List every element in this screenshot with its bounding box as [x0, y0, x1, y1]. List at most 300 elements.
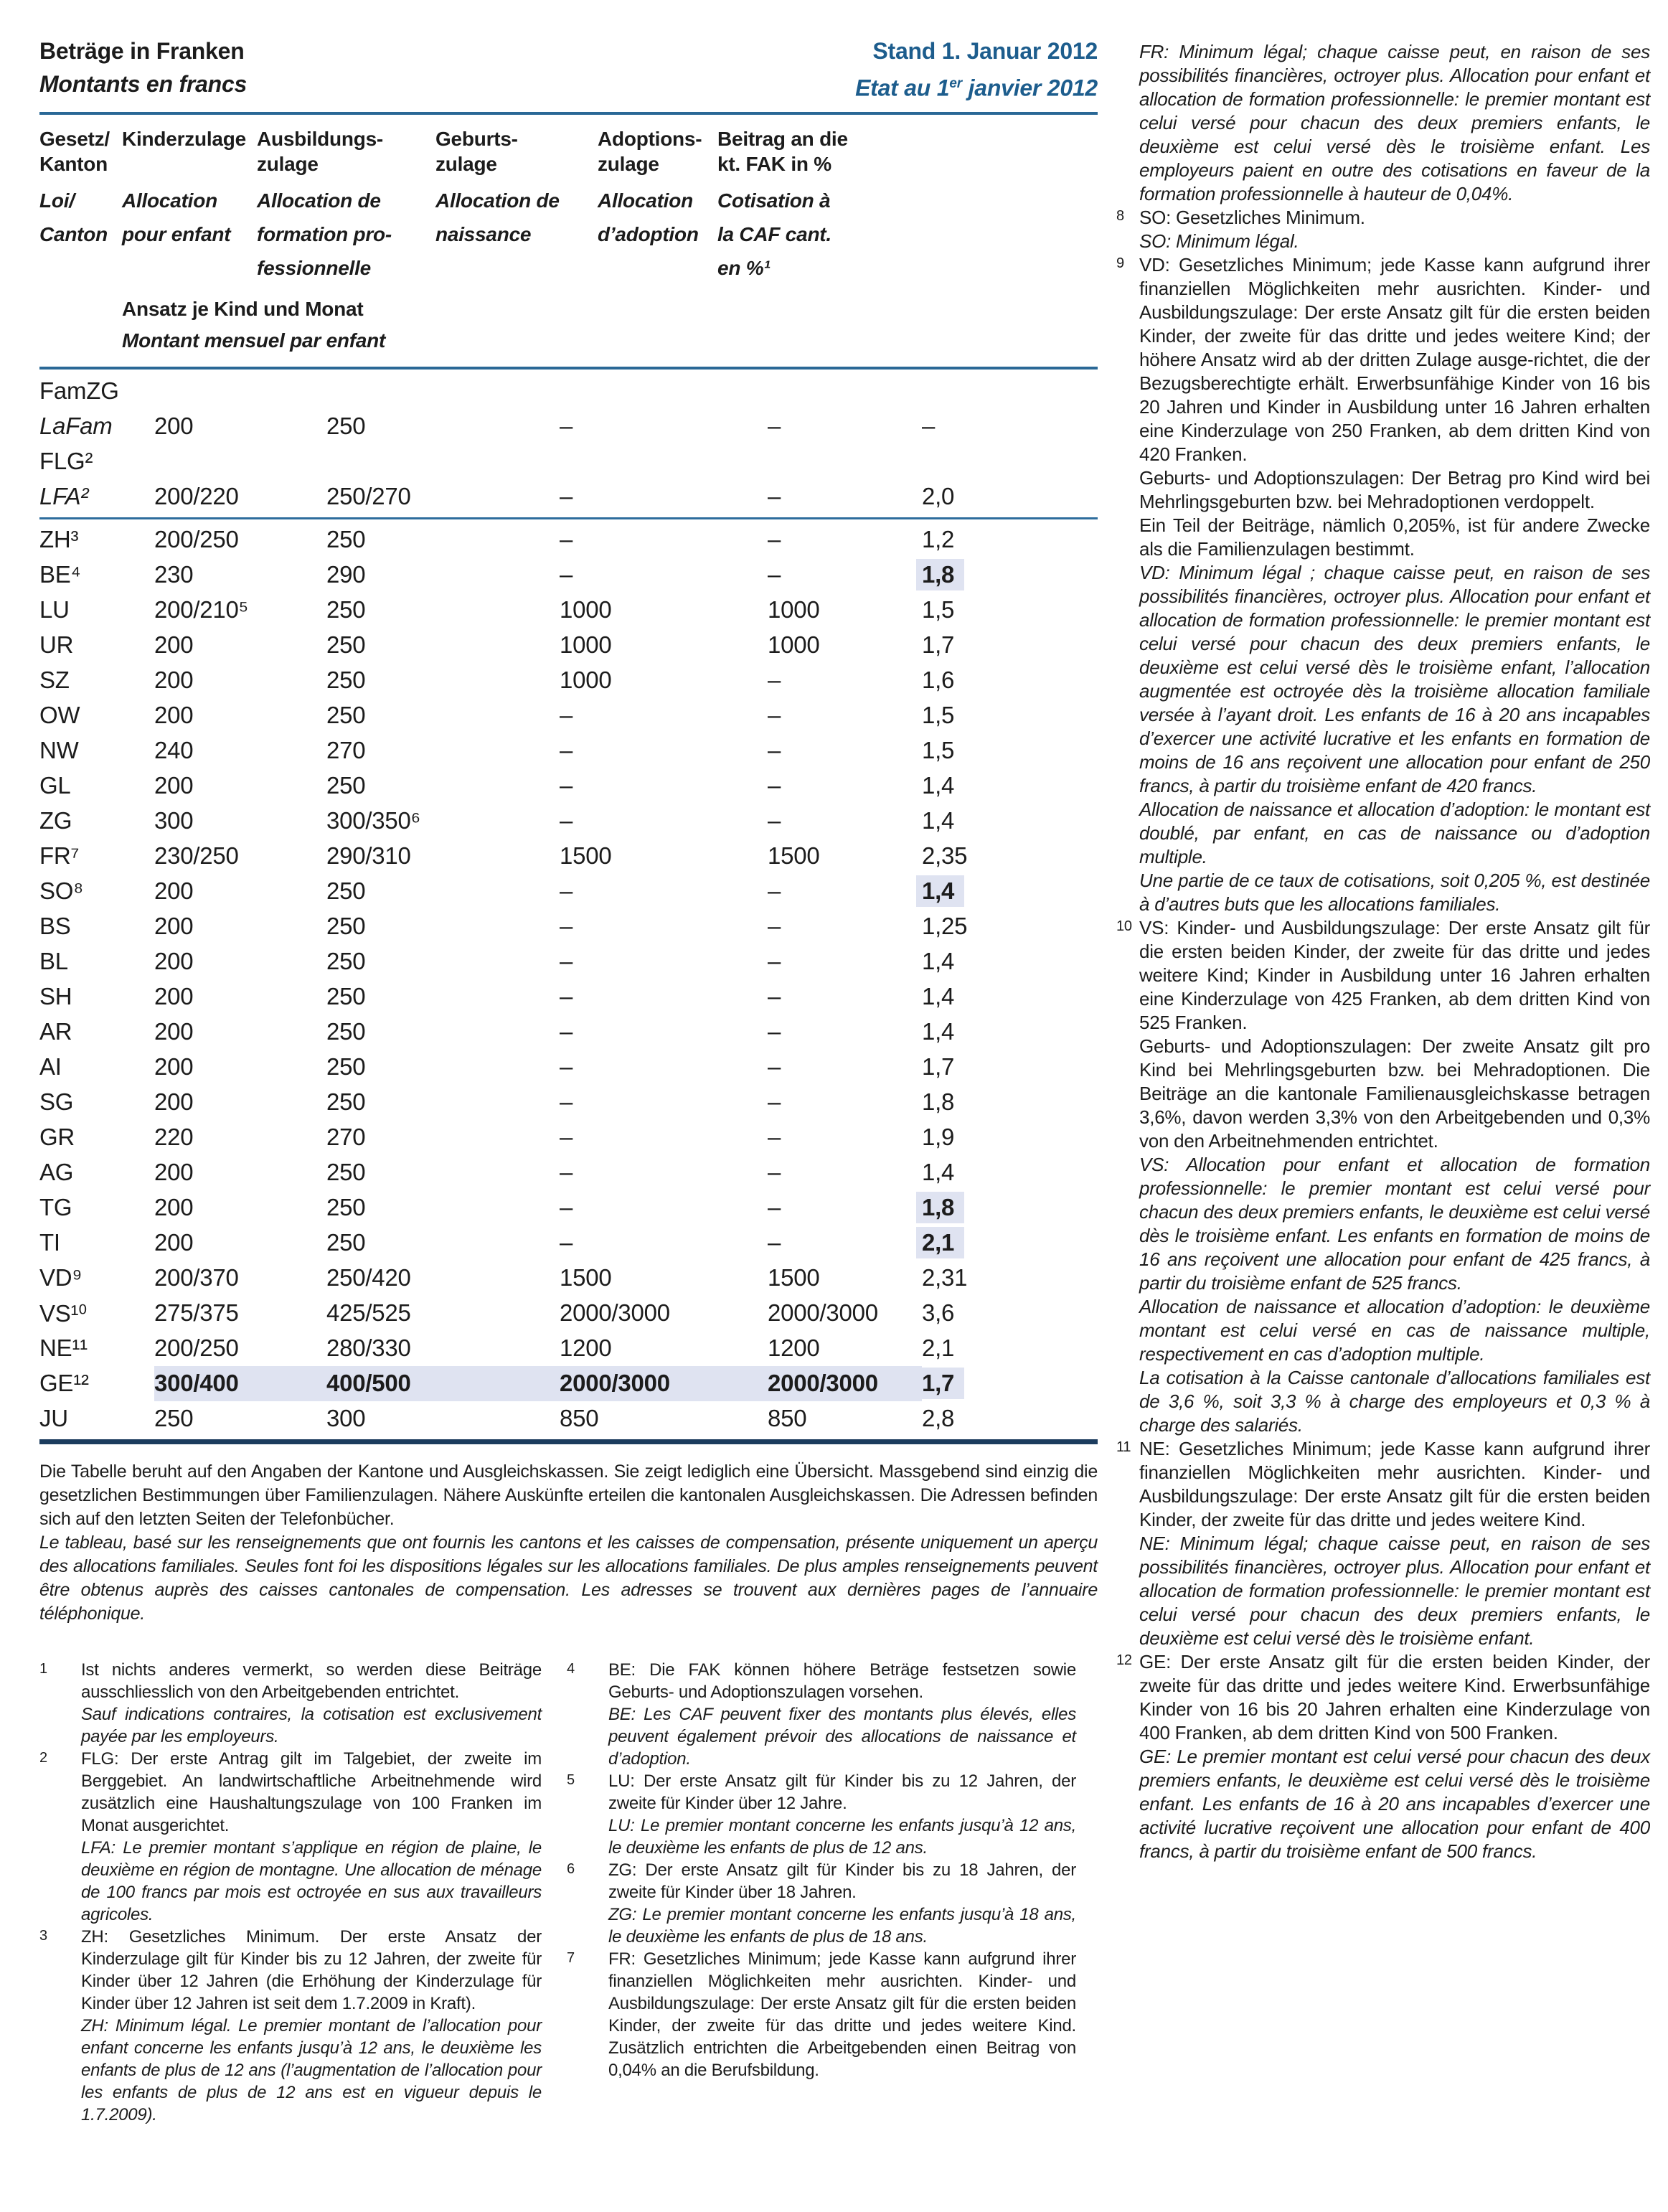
- header-column: [598, 126, 717, 285]
- geburtszulage-cell: [560, 596, 768, 623]
- page-title-de: Beträge in Franken: [39, 38, 245, 64]
- ausbildungszulage-cell: [326, 1229, 560, 1256]
- cell-value: 200/370: [154, 1264, 239, 1291]
- geburtszulage-cell: [560, 631, 768, 659]
- ausbildungszulage-cell: [326, 877, 560, 905]
- table-row: [39, 944, 1098, 979]
- adoptionszulage-cell: [768, 561, 922, 588]
- cell-value: –: [560, 1124, 573, 1151]
- adoptionszulage-cell: [768, 483, 922, 510]
- geburtszulage-cell: [560, 1366, 768, 1401]
- kinderzulage-cell: [154, 667, 326, 694]
- table-row: [39, 909, 1098, 944]
- kinderzulage-cell: [154, 596, 326, 623]
- footnote-text-de: GE: Der erste Ansatz gilt für die ersten beiden Kinder, der zweite für das dritte und jedes weitere Kind. Erwerbsunfähige Kinder von 16 bis 20 Jahren erhalten eine Kinderzulage von 400 Franken, ab dem dritten Kind von 500 Franken.: [1139, 1651, 1650, 1743]
- canton-cell: AI: [39, 1053, 62, 1081]
- geburtszulage-cell: [560, 877, 768, 905]
- footnote-item: [567, 1770, 1076, 1859]
- cell-value: 290: [326, 561, 366, 588]
- cell-value: 1,7: [916, 1368, 964, 1399]
- footnote-body: [608, 1859, 1076, 1948]
- footnote-number: 5: [567, 1771, 575, 1788]
- cell-value: 250: [326, 983, 366, 1010]
- cell-value: –: [560, 526, 573, 553]
- cell-value: 425/525: [326, 1299, 411, 1327]
- footnote-item: [39, 1659, 542, 1748]
- cell-value: 1200: [560, 1335, 612, 1362]
- cell-value: –: [768, 483, 781, 510]
- cell-value: 1000: [768, 596, 820, 623]
- cell-value: 300: [326, 1405, 366, 1432]
- cell-value: 270: [326, 1124, 366, 1151]
- geburtszulage-cell: [560, 483, 768, 510]
- cell-value: –: [768, 913, 781, 940]
- cell-value: –: [768, 772, 781, 799]
- beitrag-cell: [922, 1227, 1098, 1258]
- canton-cell: JU: [39, 1405, 68, 1432]
- footnote-number: 2: [39, 1749, 47, 1766]
- beitrag-cell: [922, 875, 1098, 907]
- cell-value: 3,6: [922, 1299, 955, 1327]
- kinderzulage-cell: [154, 631, 326, 659]
- cell-value: 200: [154, 1194, 194, 1221]
- geburtszulage-cell: [560, 772, 768, 799]
- footnote-item: [1116, 1437, 1650, 1650]
- beitrag-cell: [922, 1299, 1098, 1327]
- footnote-number: 9: [1116, 255, 1124, 271]
- cell-value: 2,8: [922, 1405, 955, 1432]
- header-rule: [39, 367, 1098, 370]
- footnote-number: 8: [1116, 208, 1124, 224]
- footnote-text-de: ZH: Gesetzliches Minimum. Der erste Ansatz der Kinderzulage gilt für Kinder bis zu 12 Jahren, der zweite für Kinder über 12 Jahren (die Erhöhung der Kinderzulage für Kinder über 12 Jahren ist seit dem 1.7.2009 in Kraft).: [81, 1926, 542, 2013]
- footnote-text-fr: VD: Minimum légal ; chaque caisse peut, en raison de ses possibilités financières, octroyer plus. Allocation pour enfant et allocation de formation professionnelle: le premier montant est celui versé pour chacun des deux premiers enfants, le deuxième est celui versé dès le troisième enfant, l’allocation augmentée est octroyée dès la troisième allocation familiale versée à l’ayant droit. Les enfants de 16 à 20 ans incapables d’exercer une activité lucrative et les enfants en formation de moins de 16 ans reçoivent une allocation pour enfant de 250 francs, à partir du troisième enfant de 420 francs.: [1139, 562, 1650, 796]
- header-column: [39, 126, 122, 285]
- cell-value: 250: [326, 1194, 366, 1221]
- cell-value: 300: [154, 807, 194, 834]
- ausbildungszulage-cell: [326, 1264, 560, 1291]
- adoptionszulage-cell: [768, 842, 922, 870]
- header-line: Kanton: [39, 152, 108, 175]
- table-row: [39, 768, 1098, 804]
- canton-cell: BE⁴: [39, 561, 81, 588]
- header-line: Canton: [39, 222, 108, 245]
- ausbildungszulage-cell: [326, 1405, 560, 1432]
- canton-cell: BL: [39, 948, 68, 975]
- ausbildungszulage-cell: [326, 913, 560, 940]
- canton-cell: AG: [39, 1159, 74, 1186]
- cell-value: 1200: [768, 1335, 820, 1362]
- cell-value: 250: [326, 702, 366, 729]
- ausbildungszulage-cell: [326, 1124, 560, 1151]
- footnote-text-de: Ist nichts anderes vermerkt, so werden diese Beiträge ausschliesslich von den Arbeitgebenden entrichtet.: [81, 1660, 542, 1702]
- cell-value: –: [768, 737, 781, 764]
- cell-value: 1500: [768, 1264, 820, 1291]
- ausbildungszulage-cell: [326, 667, 560, 694]
- subheader-fr: Montant mensuel par enfant: [122, 329, 386, 352]
- kinderzulage-cell: [154, 1124, 326, 1151]
- table-body: [39, 374, 1098, 1436]
- cell-value: 1,4: [922, 807, 955, 834]
- cell-value: 200: [154, 667, 194, 694]
- header-line: Ausbildungs-: [257, 127, 383, 150]
- footnote-item: [567, 1948, 1076, 2081]
- cell-value: 250: [326, 1229, 366, 1256]
- table-row: [39, 593, 1098, 628]
- cell-value: 1,5: [922, 737, 955, 764]
- geburtszulage-cell: [560, 561, 768, 588]
- footnote-text-fr: La cotisation à la Caisse cantonale d’allocations familiales est de 3,6 %, soit 3,3 % à charge des employeurs et 0,3 % à charge des salariés.: [1139, 1367, 1650, 1436]
- canton-cell: LaFam: [39, 413, 113, 440]
- footnote-text-fr: BE: Les CAF peuvent fixer des montants plus élevés, elles peuvent également prévoir des allocations de naissance et d’adoption.: [608, 1704, 1076, 1769]
- header-label-de: [39, 126, 122, 178]
- header-column: [257, 126, 435, 285]
- cell-value: 250/420: [326, 1264, 411, 1291]
- ausbildungszulage-cell: [326, 1366, 560, 1401]
- footnote-text-fr: VS: Allocation pour enfant et allocation de formation professionnelle: le premier montant est celui versé pour chacun des deux premiers enfants, le deuxième est celui versé dès le troisième enfant. Les enfants en formation de moins de 16 ans reçoivent une allocation pour enfant de 425 francs, à partir du troisième enfant de 525 francs.: [1139, 1154, 1650, 1294]
- cell-value: 1,25: [922, 913, 968, 940]
- status-date-fr: Etat au 1er janvier 2012: [855, 75, 1098, 101]
- adoptionszulage-cell: [768, 702, 922, 729]
- footnote-column-3: [1116, 40, 1650, 1863]
- canton-cell: TI: [39, 1229, 60, 1256]
- canton-cell: FR⁷: [39, 842, 80, 870]
- canton-cell: OW: [39, 702, 80, 729]
- kinderzulage-cell: [154, 1405, 326, 1432]
- geburtszulage-cell: [560, 1335, 768, 1362]
- beitrag-cell: [922, 1124, 1098, 1151]
- footnote-body: [608, 1659, 1076, 1770]
- footnote-text-fr: ZH: Minimum légal. Le premier montant de l’allocation pour enfant concerne les enfants jusqu’à 12 ans, le deuxième les enfants de plus de 12 ans (l’augmentation de l’allocation pour les enfants de plus de 12 ans est en vigueur depuis le 1.7.2009).: [81, 2015, 542, 2124]
- kinderzulage-cell: [154, 702, 326, 729]
- cell-value: 1,7: [922, 631, 955, 659]
- canton-cell: GR: [39, 1124, 75, 1151]
- footnote-number: 4: [567, 1660, 575, 1677]
- cell-value: 1500: [560, 842, 612, 870]
- footnote-text-de: FLG: Der erste Antrag gilt im Talgebiet, der zweite im Berggebiet. An landwirtschaftliche Arbeitnehmende wird zusätzlich eine Haushaltungszulage von 100 Franken im Monat ausgerichtet.: [81, 1749, 542, 1835]
- canton-cell: AR: [39, 1018, 72, 1045]
- kinderzulage-cell: [154, 737, 326, 764]
- adoptionszulage-cell: [768, 1053, 922, 1081]
- footnote-text-fr: ZG: Le premier montant concerne les enfants jusqu’à 18 ans, le deuxième les enfants de plus de 18 ans.: [608, 1904, 1076, 1947]
- table-subheader: [122, 295, 1098, 358]
- cell-value: –: [560, 561, 573, 588]
- kinderzulage-cell: [154, 1018, 326, 1045]
- canton-cell: NE¹¹: [39, 1335, 88, 1362]
- adoptionszulage-cell: [768, 1088, 922, 1116]
- cell-value: 200: [154, 1018, 194, 1045]
- geburtszulage-cell: [560, 1229, 768, 1256]
- table-row: [39, 1120, 1098, 1155]
- footnote-number: [1116, 40, 1139, 42]
- cell-value: 300/400: [154, 1370, 239, 1397]
- cell-value: –: [768, 1053, 781, 1081]
- beitrag-cell: [922, 413, 1098, 440]
- kinderzulage-cell: [154, 913, 326, 940]
- footnote-item: [1116, 253, 1650, 916]
- footnote-body: [608, 1770, 1076, 1859]
- footnote-number: 3: [39, 1927, 47, 1944]
- table-row: [39, 1366, 1098, 1401]
- footnote-number: 1: [39, 1660, 47, 1677]
- beitrag-cell: [922, 1405, 1098, 1432]
- footnote-text-de: LU: Der erste Ansatz gilt für Kinder bis zu 12 Jahren, der zweite für Kinder über 12 Jahre.: [608, 1771, 1076, 1813]
- canton-cell: SZ: [39, 667, 70, 694]
- ausbildungszulage-cell: [326, 737, 560, 764]
- cell-value: –: [768, 561, 781, 588]
- cell-value: –: [768, 667, 781, 694]
- table-row: [39, 409, 1098, 444]
- footnote-text-fr: LFA: Le premier montant s’applique en région de plaine, le deuxième en région de montagne. Une allocation de ménage de 100 francs par mois est octroyée en sus aux travailleurs agricoles.: [81, 1837, 542, 1924]
- cell-value: 2000/3000: [768, 1299, 878, 1327]
- header-line: la CAF cant.: [717, 222, 831, 245]
- beitrag-cell: [922, 842, 1098, 870]
- cell-value: –: [768, 1088, 781, 1116]
- cell-value: 1,2: [922, 526, 955, 553]
- ausbildungszulage-cell: [326, 1053, 560, 1081]
- cell-value: 200: [154, 1229, 194, 1256]
- cell-value: 290/310: [326, 842, 411, 870]
- geburtszulage-cell: [560, 1405, 768, 1432]
- geburtszulage-cell: [560, 1159, 768, 1186]
- cell-value: 300/350⁶: [326, 807, 420, 834]
- canton-cell: LU: [39, 596, 70, 623]
- canton-cell: ZH³: [39, 526, 79, 553]
- cell-value: 1500: [560, 1264, 612, 1291]
- footnote-text-de: FR: Gesetzliches Minimum; jede Kasse kann aufgrund ihrer finanziellen Möglichkeiten mehr ausrichten. Kinder- und Ausbildungszulage: Der erste Ansatz gilt für die ersten beiden Kinder, der zweite für das dritte und jedes weitere Kind. Zusätzlich entrichten die Arbeitgebenden einen Beitrag von 0,04% an die Berufsbildung.: [608, 1949, 1076, 2080]
- beitrag-cell: [922, 737, 1098, 764]
- adoptionszulage-cell: [768, 667, 922, 694]
- adoptionszulage-cell: [768, 596, 922, 623]
- footnote-text-de: BE: Die FAK können höhere Beträge festsetzen sowie Geburts- und Adoptionszulagen vorsehen.: [608, 1660, 1076, 1702]
- footnote-body: [1139, 253, 1650, 916]
- footnote-body: [1139, 1650, 1650, 1863]
- ausbildungszulage-cell: [326, 1018, 560, 1045]
- cell-value: –: [560, 1194, 573, 1221]
- geburtszulage-cell: [560, 983, 768, 1010]
- cell-value: 250: [326, 772, 366, 799]
- footnote-body: [81, 1926, 542, 2126]
- cell-value: –: [768, 1124, 781, 1151]
- adoptionszulage-cell: [768, 913, 922, 940]
- cell-value: –: [560, 1088, 573, 1116]
- geburtszulage-cell: [560, 1053, 768, 1081]
- cell-value: 250: [326, 948, 366, 975]
- cell-value: 1000: [560, 631, 612, 659]
- table-row: [39, 1225, 1098, 1261]
- cell-value: 230: [154, 561, 194, 588]
- geburtszulage-cell: [560, 1194, 768, 1221]
- footnote-text-fr: LU: Le premier montant concerne les enfants jusqu’à 12 ans, le deuxième les enfants de plus de 12 ans.: [608, 1815, 1076, 1858]
- footnote-number: 10: [1116, 918, 1132, 934]
- ausbildungszulage-cell: [326, 483, 560, 510]
- beitrag-cell: [922, 772, 1098, 799]
- beitrag-cell: [922, 1335, 1098, 1362]
- cell-value: –: [768, 948, 781, 975]
- cell-value: 200: [154, 913, 194, 940]
- header-label-de: [435, 126, 598, 178]
- footnote-number: 12: [1116, 1652, 1132, 1668]
- cell-value: 1,8: [916, 559, 964, 590]
- cell-value: –: [560, 413, 573, 440]
- cell-value: 1,8: [916, 1192, 964, 1223]
- cell-value: 1,6: [922, 667, 955, 694]
- table-row: [39, 1331, 1098, 1366]
- geburtszulage-cell: [560, 667, 768, 694]
- footnote-text-de: NE: Gesetzliches Minimum; jede Kasse kann aufgrund ihrer finanziellen Möglichkeiten mehr ausrichten. Kinder- und Ausbildungszulage: Der erste Ansatz gilt für die ersten beiden Kinder, der zweite für das dritte und jedes weitere Kind.: [1139, 1438, 1650, 1530]
- canton-cell: SO⁸: [39, 877, 83, 905]
- cell-value: 1500: [768, 842, 820, 870]
- header-line: Allocation de: [435, 189, 560, 212]
- status-date-de: Stand 1. Januar 2012: [872, 38, 1098, 64]
- geburtszulage-cell: [560, 948, 768, 975]
- cell-value: 250: [326, 913, 366, 940]
- cell-value: 1,9: [922, 1124, 955, 1151]
- table-row: [39, 1261, 1098, 1296]
- header-label-fr: [122, 184, 257, 251]
- ausbildungszulage-cell: [326, 596, 560, 623]
- geburtszulage-cell: [560, 1264, 768, 1291]
- footnote-text-fr: FR: Minimum légal; chaque caisse peut, en raison de ses possibilités financières, octroyer plus. Allocation pour enfant et allocation de formation professionnelle: le premier montant est celui versé pour chacun des deux premiers enfants, le deuxième est celui versé dès le troisième enfant. Les employeurs paient en outre des cotisations en faveur de la formation professionnelle à hauteur de 0,04%.: [1139, 41, 1650, 204]
- beitrag-cell: [922, 559, 1098, 590]
- table-row: [39, 444, 1098, 479]
- beitrag-cell: [922, 1192, 1098, 1223]
- geburtszulage-cell: [560, 807, 768, 834]
- footnote-item: [39, 1748, 542, 1926]
- footnote-text-de: Geburts- und Adoptionszulagen: Der zweite Ansatz gilt pro Kind bei Mehrlingsgeburten bzw. bei Mehradoptionen. Die Beiträge an die kantonale Familienausgleichskasse betragen 3,6%, davon werden 3,3% von den Arbeitgebenden und 0,3% von den Arbeitnehmenden entrichtet.: [1139, 1035, 1650, 1152]
- kinderzulage-cell: [154, 526, 326, 553]
- cell-value: 200: [154, 772, 194, 799]
- beitrag-cell: [922, 596, 1098, 623]
- cell-value: 200/220: [154, 483, 239, 510]
- footnote-item: [1116, 206, 1650, 253]
- cell-value: 200/250: [154, 526, 239, 553]
- footnote-body: [608, 1948, 1076, 2081]
- footnote-text-fr: NE: Minimum légal; chaque caisse peut, en raison de ses possibilités financières, octroyer plus. Allocation pour enfant et allocation de formation professionnelle: le premier montant est celui versé pour chacun des deux premiers enfants, le deuxième est celui versé dès le troisième enfant.: [1139, 1533, 1650, 1649]
- ausbildungszulage-cell: [326, 948, 560, 975]
- section-divider: [39, 517, 1098, 519]
- ausbildungszulage-cell: [326, 772, 560, 799]
- beitrag-cell: [922, 702, 1098, 729]
- cell-value: 200: [154, 413, 194, 440]
- adoptionszulage-cell: [768, 631, 922, 659]
- cell-value: 2,35: [922, 842, 968, 870]
- canton-cell: GE¹²: [39, 1370, 89, 1397]
- cell-value: –: [768, 1229, 781, 1256]
- header-label-fr: [257, 184, 435, 285]
- cell-value: –: [768, 702, 781, 729]
- header-line: naissance: [435, 222, 532, 245]
- canton-cell: VS¹⁰: [39, 1299, 87, 1327]
- ausbildungszulage-cell: [326, 631, 560, 659]
- header-line: Geburts-: [435, 127, 518, 150]
- table-row: [39, 874, 1098, 909]
- cell-value: 1,7: [922, 1053, 955, 1081]
- cell-value: –: [560, 1018, 573, 1045]
- cell-value: 200: [154, 702, 194, 729]
- cell-value: 250: [326, 413, 366, 440]
- header-line: Gesetz/: [39, 127, 110, 150]
- footnote-item: [1116, 916, 1650, 1437]
- footnote-body: [1139, 40, 1650, 206]
- kinderzulage-cell: [154, 772, 326, 799]
- cell-value: 230/250: [154, 842, 239, 870]
- beitrag-cell: [922, 1159, 1098, 1186]
- beitrag-cell: [922, 631, 1098, 659]
- header-line: Beitrag an die: [717, 127, 848, 150]
- cell-value: –: [560, 1229, 573, 1256]
- footnote-text-de: Geburts- und Adoptionszulagen: Der Betrag pro Kind wird bei Mehrlingsgeburten bzw. bei Mehradoptionen verdoppelt.: [1139, 467, 1650, 512]
- kinderzulage-cell: [154, 1088, 326, 1116]
- header-line: pour enfant: [122, 222, 231, 245]
- cell-value: –: [560, 948, 573, 975]
- cell-value: 250: [154, 1405, 194, 1432]
- cell-value: 270: [326, 737, 366, 764]
- beitrag-cell: [922, 913, 1098, 940]
- geburtszulage-cell: [560, 702, 768, 729]
- table-row: [39, 1190, 1098, 1225]
- beitrag-cell: [922, 667, 1098, 694]
- adoptionszulage-cell: [768, 772, 922, 799]
- canton-cell: GL: [39, 772, 71, 799]
- kinderzulage-cell: [154, 842, 326, 870]
- ausbildungszulage-cell: [326, 1194, 560, 1221]
- adoptionszulage-cell: [768, 807, 922, 834]
- adoptionszulage-cell: [768, 877, 922, 905]
- footnote-item: [567, 1859, 1076, 1948]
- page-title: [39, 34, 247, 100]
- table-row: [39, 1401, 1098, 1436]
- geburtszulage-cell: [560, 1018, 768, 1045]
- header-line: Allocation de: [257, 189, 381, 212]
- cell-value: 2000/3000: [560, 1299, 670, 1327]
- footnote-columns: [39, 1659, 1098, 2126]
- beitrag-cell: [922, 526, 1098, 553]
- ausbildungszulage-cell: [326, 561, 560, 588]
- geburtszulage-cell: [560, 526, 768, 553]
- header-column: [717, 126, 1098, 285]
- table-row: [39, 479, 1098, 514]
- cell-value: –: [560, 737, 573, 764]
- kinderzulage-cell: [154, 483, 326, 510]
- cell-value: 2,31: [922, 1264, 968, 1291]
- cell-value: –: [560, 807, 573, 834]
- adoptionszulage-cell: [768, 1264, 922, 1291]
- table-row: [39, 1296, 1098, 1331]
- beitrag-cell: [922, 1053, 1098, 1081]
- footnote-text-de: SO: Gesetzliches Minimum.: [1139, 207, 1365, 228]
- footnote-number: 7: [567, 1949, 575, 1966]
- adoptionszulage-cell: [768, 1018, 922, 1045]
- footnote-item: [39, 1926, 542, 2126]
- geburtszulage-cell: [560, 1124, 768, 1151]
- header-label-de: [717, 126, 1098, 178]
- cell-value: 220: [154, 1124, 194, 1151]
- footnote-item: [1116, 1650, 1650, 1863]
- cell-value: –: [560, 483, 573, 510]
- table-row: [39, 557, 1098, 593]
- geburtszulage-cell: [560, 842, 768, 870]
- cell-value: 1000: [768, 631, 820, 659]
- header-line: zulage: [435, 152, 497, 175]
- kinderzulage-cell: [154, 1366, 326, 1401]
- kinderzulage-cell: [154, 807, 326, 834]
- header-label-fr: [598, 184, 717, 251]
- footnote-text-fr: Allocation de naissance et allocation d’adoption: le montant est doublé, par enfant, en cas de naissance ou d’adoption multiple.: [1139, 799, 1650, 867]
- header-column: [435, 126, 598, 285]
- cell-value: 200: [154, 983, 194, 1010]
- footnote-text-de: VS: Kinder- und Ausbildungszulage: Der erste Ansatz gilt für die ersten beiden Kinder, der zweite für das dritte und jedes weitere Kind; Kinder in Ausbildung unter 16 Jahren erhalten eine Kinderzulage von 425 Franken, ab dem dritten Kind von 525 Franken.: [1139, 917, 1650, 1033]
- masthead: [39, 0, 1098, 115]
